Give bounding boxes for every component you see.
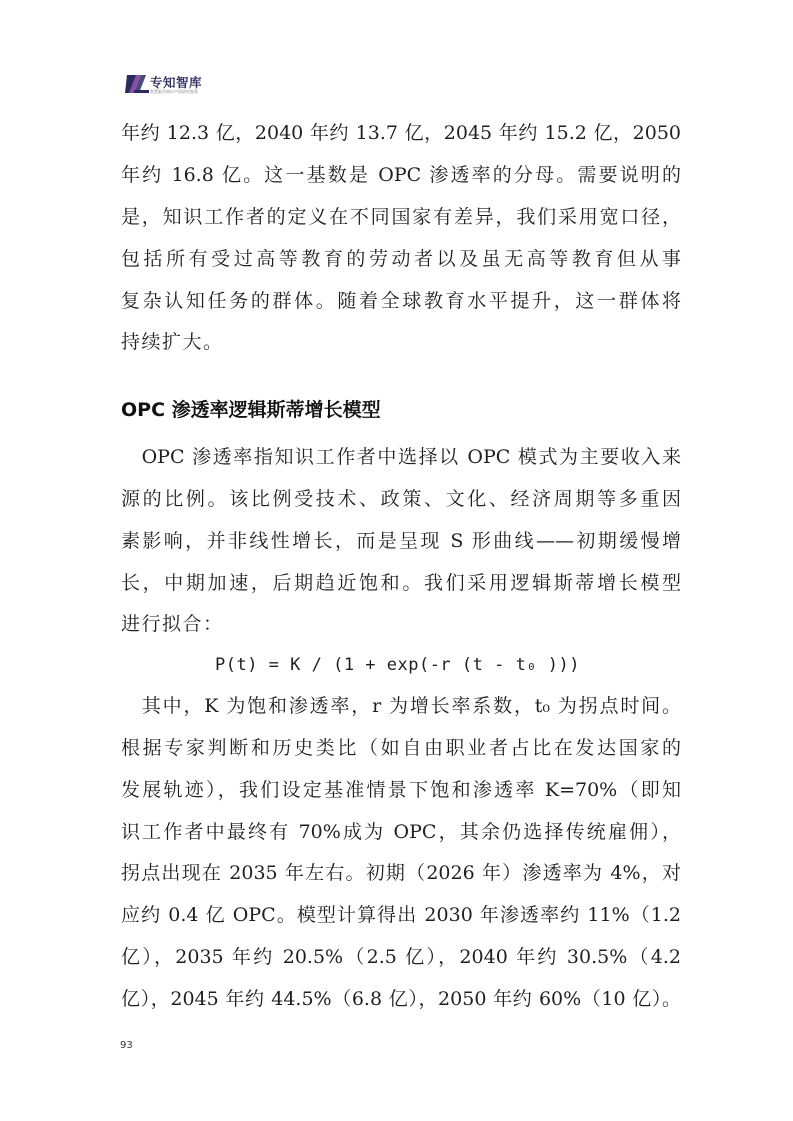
text-line: 其中，K 为饱和渗透率，r 为增长率系数，t₀ 为拐点时间。 <box>121 695 681 717</box>
text-line: 持续扩大。 <box>121 331 224 353</box>
text-line: 发展轨迹），我们设定基准情景下饱和渗透率 K=70%（即知 <box>121 779 681 801</box>
logistic-formula: P(t) = K / (1 + exp(-r (t - t₀ ))) <box>215 655 580 675</box>
brand-name: 专知智库 <box>150 75 203 90</box>
page-header <box>125 72 325 100</box>
text-line: 年约 12.3 亿，2040 年约 13.7 亿，2045 年约 15.2 亿，2050 <box>121 122 681 144</box>
text-line: 进行拟合： <box>121 613 224 635</box>
text-line: 亿），2045 年约 44.5%（6.8 亿），2050 年约 60%（10 亿）。 <box>121 988 681 1010</box>
text-line: OPC 渗透率指知识工作者中选择以 OPC 模式为主要收入来 <box>121 446 681 468</box>
text-line: 是，知识工作者的定义在不同国家有差异，我们采用宽口径， <box>121 206 681 228</box>
text-line: 年约 16.8 亿。这一基数是 OPC 渗透率的分母。需要说明的 <box>121 164 681 186</box>
text-line: 亿），2035 年约 20.5%（2.5 亿），2040 年约 30.5%（4.2 <box>121 946 681 968</box>
brand-tagline: 智慧驱动知识产权研究服务 <box>150 89 198 94</box>
zl-logo-icon <box>125 72 149 96</box>
text-line: 应约 0.4 亿 OPC。模型计算得出 2030 年渗透率约 11%（1.2 <box>121 904 681 926</box>
section-heading: OPC 渗透率逻辑斯蒂增长模型 <box>121 399 381 421</box>
text-line: 包括所有受过高等教育的劳动者以及虽无高等教育但从事 <box>121 248 681 270</box>
text-line: 拐点出现在 2035 年左右。初期（2026 年）渗透率为 4%，对 <box>121 862 681 884</box>
text-line: 复杂认知任务的群体。随着全球教育水平提升，这一群体将 <box>121 290 681 312</box>
text-line: 素影响，并非线性增长，而是呈现 S 形曲线——初期缓慢增 <box>121 530 681 552</box>
page-number: 93 <box>120 1040 133 1051</box>
text-line: 识工作者中最终有 70%成为 OPC，其余仍选择传统雇佣）， <box>121 821 681 843</box>
text-line: 长，中期加速，后期趋近饱和。我们采用逻辑斯蒂增长模型 <box>121 572 681 594</box>
text-line: 根据专家判断和历史类比（如自由职业者占比在发达国家的 <box>121 737 681 759</box>
text-line: 源的比例。该比例受技术、政策、文化、经济周期等多重因 <box>121 488 681 510</box>
